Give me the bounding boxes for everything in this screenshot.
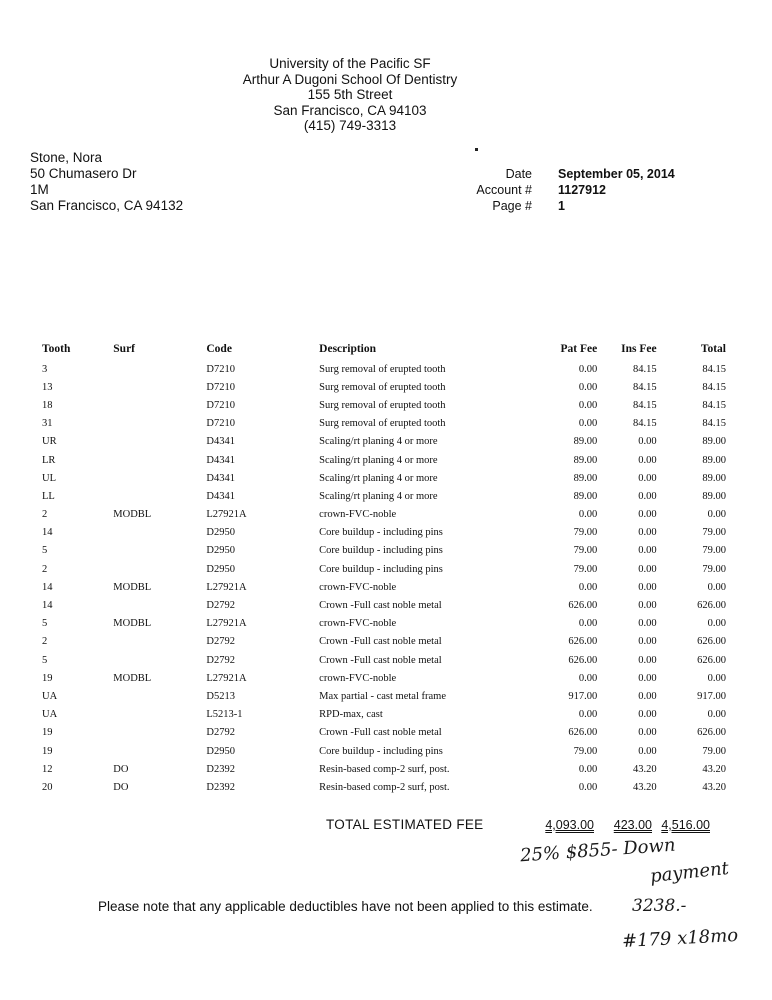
date-row xyxy=(460,166,675,182)
cell-total: 84.15 xyxy=(702,381,726,393)
table-row xyxy=(36,651,726,669)
cell-ins-fee: 0.00 xyxy=(638,672,657,684)
cell-total: 626.00 xyxy=(697,727,726,739)
cell-description: Max partial - cast metal frame xyxy=(319,690,446,702)
date-value: September 05, 2014 xyxy=(558,167,675,181)
cell-ins-fee: 0.00 xyxy=(638,490,657,502)
cell-description: crown-FVC-noble xyxy=(319,509,397,521)
cell-surf xyxy=(113,433,206,451)
cell-description: Surg removal of erupted tooth xyxy=(319,381,446,393)
cell-surf: DO xyxy=(113,763,129,775)
cell-total: 626.00 xyxy=(697,636,726,648)
cell-pat-fee: 626.00 xyxy=(568,600,598,612)
provider-city: San Francisco, CA 94103 xyxy=(273,102,427,118)
scan-mark xyxy=(475,148,478,151)
handwritten-note-down: 25% $855- Down xyxy=(519,834,677,867)
cell-surf xyxy=(113,360,206,378)
cell-total: 0.00 xyxy=(707,509,726,521)
cell-total: 89.00 xyxy=(702,454,726,466)
table-row xyxy=(36,506,726,524)
account-value: 1127912 xyxy=(558,183,606,197)
cell-surf xyxy=(113,742,206,760)
cell-pat-fee: 626.00 xyxy=(568,654,598,666)
cell-code: D2392 xyxy=(206,763,235,775)
cell-code: D4341 xyxy=(206,490,235,502)
cell-code: D2950 xyxy=(206,527,235,539)
cell-description: Scaling/rt planing 4 or more xyxy=(319,436,438,448)
header-tooth: Tooth xyxy=(42,343,71,355)
cell-surf xyxy=(113,487,206,505)
cell-total: 0.00 xyxy=(707,709,726,721)
cell-pat-fee: 0.00 xyxy=(578,381,598,393)
cell-description: crown-FVC-noble xyxy=(319,618,397,630)
totals-label: TOTAL ESTIMATED FEE xyxy=(326,817,484,832)
cell-total: 626.00 xyxy=(697,600,726,612)
cell-ins-fee: 0.00 xyxy=(638,581,657,593)
page-value: 1 xyxy=(558,199,565,213)
table-row xyxy=(36,760,726,778)
table-row xyxy=(36,487,726,505)
cell-surf: DO xyxy=(113,781,129,793)
cell-ins-fee: 43.20 xyxy=(633,781,657,793)
cell-total: 89.00 xyxy=(702,490,726,502)
cell-code: D4341 xyxy=(206,454,235,466)
cell-code: D7210 xyxy=(206,363,235,375)
cell-code: L27921A xyxy=(206,509,247,521)
table-row xyxy=(36,724,726,742)
cell-total: 0.00 xyxy=(707,618,726,630)
cell-surf xyxy=(113,451,206,469)
cell-tooth: 19 xyxy=(42,727,53,739)
cell-description: Crown -Full cast noble metal xyxy=(319,654,442,666)
cell-pat-fee: 79.00 xyxy=(573,527,598,539)
cell-total: 79.00 xyxy=(702,745,726,757)
table-row xyxy=(36,451,726,469)
cell-description: Core buildup - including pins xyxy=(319,563,443,575)
cell-description: Surg removal of erupted tooth xyxy=(319,418,446,430)
handwritten-note-balance: 3238.- xyxy=(632,896,687,916)
cell-tooth: 2 xyxy=(42,636,48,648)
page-label: Page # xyxy=(492,199,532,213)
cell-total: 79.00 xyxy=(702,545,726,557)
cell-tooth: UL xyxy=(42,472,56,484)
cell-pat-fee: 79.00 xyxy=(573,545,598,557)
cell-description: crown-FVC-noble xyxy=(319,672,397,684)
cell-code: D2792 xyxy=(206,600,235,612)
cell-description: Core buildup - including pins xyxy=(319,545,443,557)
cell-ins-fee: 84.15 xyxy=(633,363,657,375)
cell-description: Surg removal of erupted tooth xyxy=(319,399,446,411)
cell-code: D2950 xyxy=(206,545,235,557)
cell-code: D2792 xyxy=(206,654,235,666)
cell-description: Resin-based comp-2 surf, post. xyxy=(319,781,450,793)
cell-code: D2392 xyxy=(206,781,235,793)
cell-ins-fee: 0.00 xyxy=(638,727,657,739)
handwritten-note-monthly: #179 x18mo xyxy=(621,924,739,953)
table-row xyxy=(36,633,726,651)
cell-code: D5213 xyxy=(206,690,235,702)
header-description: Description xyxy=(319,343,377,355)
patient-address-line2: 1M xyxy=(30,182,49,197)
cell-tooth: 5 xyxy=(42,618,48,630)
cell-pat-fee: 0.00 xyxy=(578,709,598,721)
cell-code: D7210 xyxy=(206,399,235,411)
cell-surf xyxy=(113,651,206,669)
cell-tooth: 5 xyxy=(42,654,48,666)
cell-surf xyxy=(113,524,206,542)
provider-street: 155 5th Street xyxy=(307,87,393,102)
cell-pat-fee: 89.00 xyxy=(573,436,598,448)
header-pat-fee: Pat Fee xyxy=(560,343,598,355)
cell-pat-fee: 0.00 xyxy=(578,363,598,375)
cell-ins-fee: 0.00 xyxy=(638,690,657,702)
cell-tooth: 18 xyxy=(42,399,53,411)
cell-surf xyxy=(113,542,206,560)
cell-surf xyxy=(113,633,206,651)
cell-code: D7210 xyxy=(206,381,235,393)
cell-description: Resin-based comp-2 surf, post. xyxy=(319,763,450,775)
cell-description: Core buildup - including pins xyxy=(319,745,443,757)
cell-total: 79.00 xyxy=(702,527,726,539)
cell-tooth: 20 xyxy=(42,781,53,793)
cell-tooth: UR xyxy=(42,436,57,448)
cell-total: 84.15 xyxy=(702,418,726,430)
cell-tooth: 13 xyxy=(42,381,53,393)
cell-total: 626.00 xyxy=(697,654,726,666)
cell-pat-fee: 79.00 xyxy=(573,563,598,575)
table-row xyxy=(36,560,726,578)
cell-code: L27921A xyxy=(206,581,247,593)
cell-total: 0.00 xyxy=(707,581,726,593)
provider-phone: (415) 749-3313 xyxy=(303,118,397,133)
provider-school: Arthur A Dugoni School Of Dentistry xyxy=(242,71,458,87)
table-row xyxy=(36,469,726,487)
cell-ins-fee: 0.00 xyxy=(638,636,657,648)
cell-pat-fee: 0.00 xyxy=(578,763,598,775)
handwritten-note-payment: payment xyxy=(649,857,730,888)
totals-row xyxy=(326,817,726,832)
cell-ins-fee: 84.15 xyxy=(633,418,657,430)
cell-tooth: 14 xyxy=(42,527,53,539)
cell-code: D4341 xyxy=(206,472,235,484)
cell-pat-fee: 917.00 xyxy=(568,690,598,702)
cell-pat-fee: 89.00 xyxy=(573,454,598,466)
cell-tooth: 14 xyxy=(42,600,53,612)
cell-code: D7210 xyxy=(206,418,235,430)
cell-tooth: LR xyxy=(42,454,56,466)
cell-ins-fee: 0.00 xyxy=(638,527,657,539)
header-total: Total xyxy=(700,343,726,355)
cell-pat-fee: 0.00 xyxy=(578,672,598,684)
header-surf: Surf xyxy=(113,343,136,355)
table-header-row xyxy=(36,338,726,360)
cell-ins-fee: 43.20 xyxy=(633,763,657,775)
cell-tooth: 2 xyxy=(42,509,48,521)
table-row xyxy=(36,578,726,596)
cell-pat-fee: 89.00 xyxy=(573,472,598,484)
cell-surf: MODBL xyxy=(113,509,152,521)
patient-city: San Francisco, CA 94132 xyxy=(30,198,184,213)
cell-total: 79.00 xyxy=(702,563,726,575)
table-row xyxy=(36,742,726,760)
cell-tooth: 3 xyxy=(42,363,48,375)
patient-name: Stone, Nora xyxy=(30,150,103,165)
cell-description: crown-FVC-noble xyxy=(319,581,397,593)
cell-surf xyxy=(113,706,206,724)
cell-surf xyxy=(113,378,206,396)
page-row xyxy=(460,198,675,214)
cell-surf: MODBL xyxy=(113,672,152,684)
cell-description: Crown -Full cast noble metal xyxy=(319,727,442,739)
cell-tooth: UA xyxy=(42,690,58,702)
cell-code: D4341 xyxy=(206,436,235,448)
cell-pat-fee: 0.00 xyxy=(578,399,598,411)
cell-tooth: 14 xyxy=(42,581,53,593)
cell-description: Scaling/rt planing 4 or more xyxy=(319,490,438,502)
cell-tooth: LL xyxy=(42,490,55,502)
cell-code: D2950 xyxy=(206,745,235,757)
cell-code: D2950 xyxy=(206,563,235,575)
cell-description: Crown -Full cast noble metal xyxy=(319,600,442,612)
cell-pat-fee: 0.00 xyxy=(578,418,598,430)
estimate-meta xyxy=(460,166,675,214)
cell-surf xyxy=(113,415,206,433)
cell-code: L27921A xyxy=(206,672,247,684)
cell-pat-fee: 0.00 xyxy=(578,581,598,593)
cell-tooth: 12 xyxy=(42,763,53,775)
cell-pat-fee: 0.00 xyxy=(578,618,598,630)
cell-ins-fee: 0.00 xyxy=(638,436,657,448)
table-row xyxy=(36,687,726,705)
cell-ins-fee: 0.00 xyxy=(638,600,657,612)
table-row xyxy=(36,669,726,687)
cell-description: Core buildup - including pins xyxy=(319,527,443,539)
cell-ins-fee: 0.00 xyxy=(638,618,657,630)
cell-tooth: UA xyxy=(42,709,58,721)
account-label: Account # xyxy=(476,183,532,197)
cell-total: 43.20 xyxy=(702,781,726,793)
patient-address-line1: 50 Chumasero Dr xyxy=(30,166,137,181)
cell-surf: MODBL xyxy=(113,618,152,630)
cell-surf xyxy=(113,724,206,742)
table-row xyxy=(36,706,726,724)
total-estimated: 4,516.00 xyxy=(661,818,710,832)
cell-ins-fee: 0.00 xyxy=(638,563,657,575)
cell-code: D2792 xyxy=(206,727,235,739)
cell-total: 84.15 xyxy=(702,363,726,375)
cell-total: 917.00 xyxy=(697,690,726,702)
cell-ins-fee: 0.00 xyxy=(638,545,657,557)
deductible-note: Please note that any applicable deductibles have not been applied to this estimate. xyxy=(98,899,593,914)
cell-pat-fee: 626.00 xyxy=(568,727,598,739)
cell-code: L27921A xyxy=(206,618,247,630)
cell-ins-fee: 0.00 xyxy=(638,709,657,721)
total-pat-fee: 4,093.00 xyxy=(545,818,594,832)
table-row xyxy=(36,542,726,560)
cell-description: Scaling/rt planing 4 or more xyxy=(319,472,438,484)
date-label: Date xyxy=(505,167,532,181)
cell-description: Scaling/rt planing 4 or more xyxy=(319,454,438,466)
provider-header xyxy=(200,56,500,134)
table-row xyxy=(36,396,726,414)
cell-surf: MODBL xyxy=(113,581,152,593)
table-row xyxy=(36,615,726,633)
cell-surf xyxy=(113,396,206,414)
header-ins-fee: Ins Fee xyxy=(621,343,657,355)
cell-ins-fee: 84.15 xyxy=(633,399,657,411)
cell-pat-fee: 0.00 xyxy=(578,509,598,521)
cell-tooth: 19 xyxy=(42,745,53,757)
account-row xyxy=(460,182,675,198)
header-code: Code xyxy=(206,343,232,355)
table-row xyxy=(36,524,726,542)
cell-description: RPD-max, cast xyxy=(319,709,383,721)
cell-total: 84.15 xyxy=(702,399,726,411)
cell-surf xyxy=(113,469,206,487)
cell-total: 89.00 xyxy=(702,472,726,484)
cell-ins-fee: 84.15 xyxy=(633,381,657,393)
table-row xyxy=(36,378,726,396)
table-row xyxy=(36,596,726,614)
table-row xyxy=(36,433,726,451)
cell-surf xyxy=(113,596,206,614)
procedure-table xyxy=(36,338,726,797)
cell-ins-fee: 0.00 xyxy=(638,454,657,466)
cell-total: 43.20 xyxy=(702,763,726,775)
cell-total: 0.00 xyxy=(707,672,726,684)
cell-tooth: 2 xyxy=(42,563,48,575)
cell-tooth: 19 xyxy=(42,672,53,684)
cell-tooth: 31 xyxy=(42,418,53,430)
patient-address xyxy=(30,150,183,214)
cell-pat-fee: 79.00 xyxy=(573,745,598,757)
cell-ins-fee: 0.00 xyxy=(638,745,657,757)
cell-ins-fee: 0.00 xyxy=(638,654,657,666)
cell-surf xyxy=(113,687,206,705)
cell-tooth: 5 xyxy=(42,545,48,557)
cell-pat-fee: 626.00 xyxy=(568,636,598,648)
table-row xyxy=(36,415,726,433)
cell-ins-fee: 0.00 xyxy=(638,509,657,521)
cell-pat-fee: 0.00 xyxy=(578,781,598,793)
cell-surf xyxy=(113,560,206,578)
provider-name: University of the Pacific SF xyxy=(269,56,431,71)
table-row xyxy=(36,778,726,796)
cell-description: Crown -Full cast noble metal xyxy=(319,636,442,648)
cell-pat-fee: 89.00 xyxy=(573,490,598,502)
table-row xyxy=(36,360,726,378)
cell-code: L5213-1 xyxy=(206,709,243,721)
cell-code: D2792 xyxy=(206,636,235,648)
cell-description: Surg removal of erupted tooth xyxy=(319,363,446,375)
procedure-rows xyxy=(36,360,726,797)
total-ins-fee: 423.00 xyxy=(613,818,652,832)
cell-total: 89.00 xyxy=(702,436,726,448)
cell-ins-fee: 0.00 xyxy=(638,472,657,484)
